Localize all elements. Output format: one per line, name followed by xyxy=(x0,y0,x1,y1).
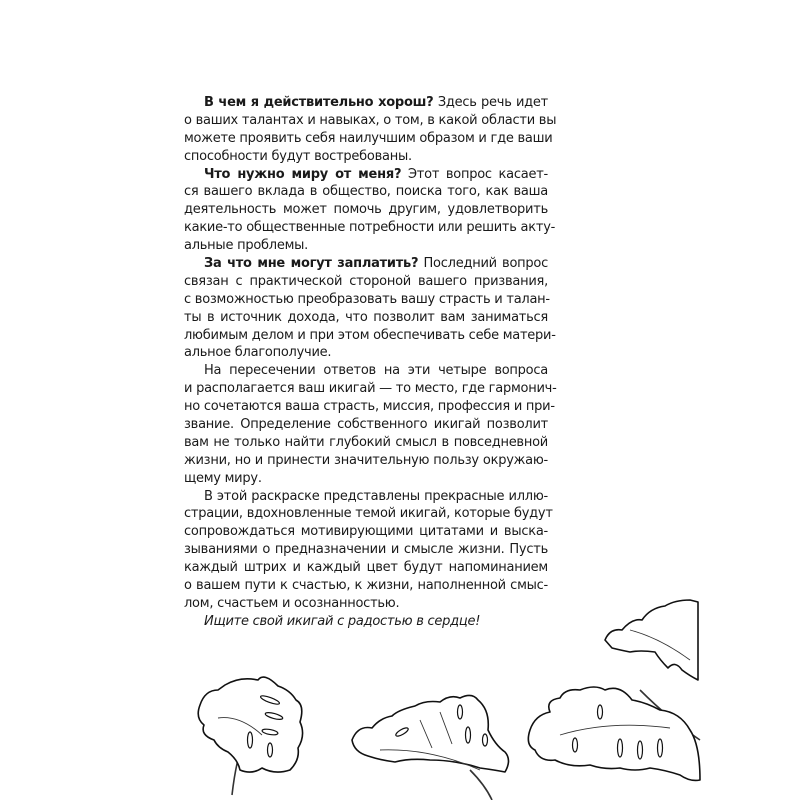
line-text: ся вашего вклада в общество, поиска того, как ваша xyxy=(184,184,548,200)
line-text: лом, счастьем и осознанностью. xyxy=(184,595,400,611)
line-text: с возможностью преобразовать вашу страсть и талан- xyxy=(184,291,550,307)
line-text: способности будут востребованы. xyxy=(184,148,412,164)
monstera-leaf-middle xyxy=(352,695,509,800)
line-text: Здесь речь идет xyxy=(437,95,548,110)
line-text: звание. Определение собственного икигай позволит xyxy=(184,417,548,433)
monstera-leaf-cluster-right xyxy=(528,600,700,780)
question-heading: В чем я действительно хорош? xyxy=(204,95,434,110)
closing-line: Ищите свой икигай с радостью в сердце! xyxy=(204,613,481,629)
line-text: зываниями о предназначении и смысле жизни. Пусть xyxy=(184,542,548,558)
line-text: На пересечении ответов на эти четыре вопроса xyxy=(204,363,548,379)
line-text: жизни, но и принести значительную пользу окружаю- xyxy=(184,452,548,468)
question-heading: За что мне могут заплатить? xyxy=(204,256,419,272)
question-heading: Что нужно миру от меня? xyxy=(204,166,402,182)
line-text: вам не только найти глубокий смысл в повседневной xyxy=(184,434,548,450)
line-text: о ваших талантах и навыках, о том, в какой области вы xyxy=(184,112,557,128)
line-text: Последний вопрос xyxy=(423,256,549,272)
line-text: связан с практической стороной вашего призвания, xyxy=(184,273,548,289)
line-text: Этот вопрос касает- xyxy=(407,166,548,182)
line-text: деятельность может помочь другим, удовлетворить xyxy=(184,202,548,218)
line-text: можете проявить себя наилучшим образом и где ваши xyxy=(184,130,553,146)
line-text: любимым делом и при этом обеспечивать себе матери- xyxy=(184,327,556,343)
monstera-leaf-left xyxy=(198,677,302,795)
line-text: В этой раскраске представлены прекрасные иллю- xyxy=(204,488,548,504)
line-text: о вашем пути к счастью, к жизни, наполненной смыс- xyxy=(184,578,548,594)
line-text: сопровождаться мотивирующими цитатами и выска- xyxy=(184,524,548,540)
line-text: страции, вдохновленные темой икигай, которые будут xyxy=(184,506,553,522)
line-text: альные проблемы. xyxy=(184,238,309,254)
line-text: альное благополучие. xyxy=(184,345,332,361)
line-text: щему миру. xyxy=(184,470,262,486)
line-text: каждый штрих и каждый цвет будут напоминанием xyxy=(184,560,548,576)
line-text: какие-то общественные потребности или решить акту- xyxy=(184,220,556,236)
line-text: но сочетаются ваша страсть, миссия, профессия и при- xyxy=(184,399,555,415)
line-text: ты в источник дохода, что позволит вам заниматься xyxy=(184,309,548,325)
line-text: и располагается ваш икигай — то место, где гармонич- xyxy=(184,381,557,397)
